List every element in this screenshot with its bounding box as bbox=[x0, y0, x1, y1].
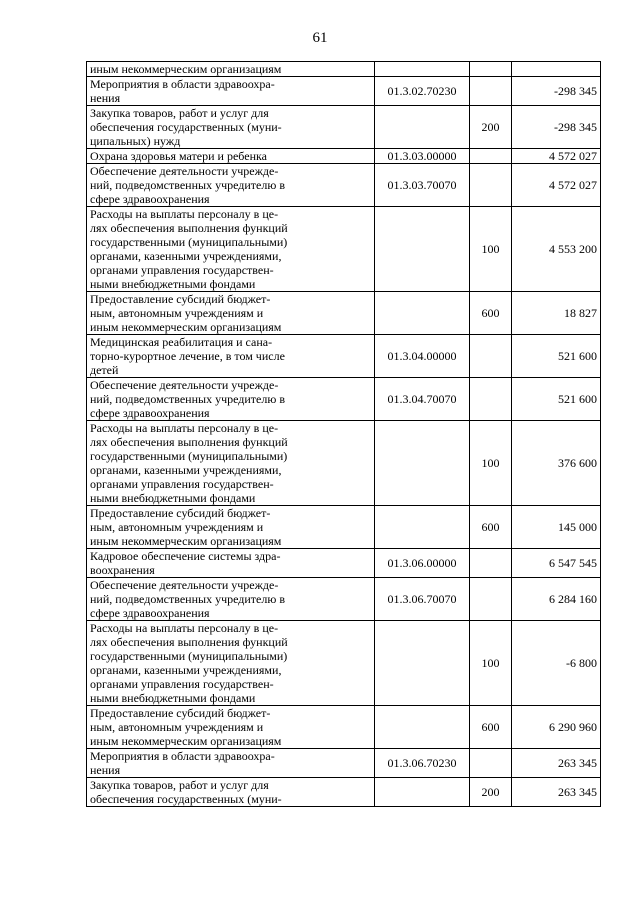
amount-cell: 4 572 027 bbox=[512, 164, 601, 207]
expense-name-cell: иным некоммерческим организациям bbox=[87, 62, 375, 77]
expense-name-cell: Расходы на выплаты персоналу в це- лях обеспечения выполнения функций государственными (муниципальными) органами, казенными учреждениями, органами управления государствен- ными внебюджетными фондами bbox=[87, 621, 375, 706]
expense-type-cell bbox=[470, 77, 512, 106]
table-row bbox=[87, 378, 601, 421]
table-row bbox=[87, 335, 601, 378]
target-code-cell bbox=[375, 106, 470, 149]
amount-cell: 376 600 bbox=[512, 421, 601, 506]
expense-type-cell: 600 bbox=[470, 506, 512, 549]
target-code-cell: 01.3.04.70070 bbox=[375, 378, 470, 421]
expense-name-cell: Расходы на выплаты персоналу в це- лях обеспечения выполнения функций государственными (муниципальными) органами, казенными учреждениями, органами управления государствен- ными внебюджетными фондами bbox=[87, 207, 375, 292]
table-row bbox=[87, 706, 601, 749]
target-code-cell bbox=[375, 292, 470, 335]
table-row bbox=[87, 106, 601, 149]
target-code-cell bbox=[375, 421, 470, 506]
budget-table bbox=[86, 61, 601, 807]
table-row bbox=[87, 549, 601, 578]
target-code-cell bbox=[375, 207, 470, 292]
amount-cell: 521 600 bbox=[512, 378, 601, 421]
amount-cell: 4 572 027 bbox=[512, 149, 601, 164]
target-code-cell: 01.3.03.70070 bbox=[375, 164, 470, 207]
target-code-cell: 01.3.06.00000 bbox=[375, 549, 470, 578]
expense-name-cell: Предоставление субсидий бюджет- ным, автономным учреждениям и иным некоммерческим организациям bbox=[87, 506, 375, 549]
amount-cell: -6 800 bbox=[512, 621, 601, 706]
expense-name-cell: Мероприятия в области здравоохра- нения bbox=[87, 749, 375, 778]
expense-type-cell bbox=[470, 335, 512, 378]
expense-name-cell: Предоставление субсидий бюджет- ным, автономным учреждениям и иным некоммерческим организациям bbox=[87, 706, 375, 749]
expense-type-cell: 600 bbox=[470, 292, 512, 335]
expense-type-cell bbox=[470, 749, 512, 778]
target-code-cell bbox=[375, 706, 470, 749]
table-row bbox=[87, 506, 601, 549]
table-row bbox=[87, 292, 601, 335]
table-row bbox=[87, 77, 601, 106]
expense-name-cell: Обеспечение деятельности учрежде- ний, подведомственных учредителю в сфере здравоохранения bbox=[87, 164, 375, 207]
amount-cell: 263 345 bbox=[512, 749, 601, 778]
table-row bbox=[87, 62, 601, 77]
target-code-cell: 01.3.06.70070 bbox=[375, 578, 470, 621]
target-code-cell bbox=[375, 506, 470, 549]
amount-cell: 6 284 160 bbox=[512, 578, 601, 621]
target-code-cell bbox=[375, 621, 470, 706]
table-row bbox=[87, 578, 601, 621]
expense-type-cell: 100 bbox=[470, 207, 512, 292]
amount-cell: 145 000 bbox=[512, 506, 601, 549]
expense-name-cell: Мероприятия в области здравоохра- нения bbox=[87, 77, 375, 106]
table-row bbox=[87, 621, 601, 706]
expense-type-cell bbox=[470, 578, 512, 621]
expense-name-cell: Расходы на выплаты персоналу в це- лях обеспечения выполнения функций государственными (муниципальными) органами, казенными учреждениями, органами управления государствен- ными внебюджетными фондами bbox=[87, 421, 375, 506]
expense-name-cell: Охрана здоровья матери и ребенка bbox=[87, 149, 375, 164]
target-code-cell: 01.3.03.00000 bbox=[375, 149, 470, 164]
expense-type-cell: 200 bbox=[470, 778, 512, 807]
target-code-cell: 01.3.04.00000 bbox=[375, 335, 470, 378]
amount-cell: 263 345 bbox=[512, 778, 601, 807]
target-code-cell: 01.3.06.70230 bbox=[375, 749, 470, 778]
page-number: 61 bbox=[312, 30, 328, 46]
expense-type-cell: 100 bbox=[470, 421, 512, 506]
expense-type-cell: 100 bbox=[470, 621, 512, 706]
table-row bbox=[87, 421, 601, 506]
target-code-cell bbox=[375, 62, 470, 77]
amount-cell bbox=[512, 62, 601, 77]
table-row bbox=[87, 207, 601, 292]
expense-type-cell bbox=[470, 62, 512, 77]
table-row bbox=[87, 149, 601, 164]
expense-type-cell bbox=[470, 164, 512, 207]
expense-name-cell: Кадровое обеспечение системы здра- воохранения bbox=[87, 549, 375, 578]
expense-name-cell: Обеспечение деятельности учрежде- ний, подведомственных учредителю в сфере здравоохранения bbox=[87, 378, 375, 421]
amount-cell: 6 547 545 bbox=[512, 549, 601, 578]
expense-name-cell: Предоставление субсидий бюджет- ным, автономным учреждениям и иным некоммерческим организациям bbox=[87, 292, 375, 335]
amount-cell: 4 553 200 bbox=[512, 207, 601, 292]
expense-name-cell: Закупка товаров, работ и услуг для обеспечения государственных (муни- bbox=[87, 778, 375, 807]
expense-name-cell: Обеспечение деятельности учрежде- ний, подведомственных учредителю в сфере здравоохранения bbox=[87, 578, 375, 621]
table-row bbox=[87, 164, 601, 207]
table-row bbox=[87, 749, 601, 778]
table-row bbox=[87, 778, 601, 807]
expense-name-cell: Закупка товаров, работ и услуг для обеспечения государственных (муни- ципальных) нужд bbox=[87, 106, 375, 149]
expense-type-cell bbox=[470, 149, 512, 164]
amount-cell: -298 345 bbox=[512, 106, 601, 149]
expense-name-cell: Медицинская реабилитация и сана- торно-курортное лечение, в том числе детей bbox=[87, 335, 375, 378]
amount-cell: 18 827 bbox=[512, 292, 601, 335]
expense-type-cell: 200 bbox=[470, 106, 512, 149]
amount-cell: -298 345 bbox=[512, 77, 601, 106]
expense-type-cell bbox=[470, 378, 512, 421]
amount-cell: 6 290 960 bbox=[512, 706, 601, 749]
budget-table-body bbox=[87, 62, 601, 807]
target-code-cell: 01.3.02.70230 bbox=[375, 77, 470, 106]
expense-type-cell bbox=[470, 549, 512, 578]
expense-type-cell: 600 bbox=[470, 706, 512, 749]
amount-cell: 521 600 bbox=[512, 335, 601, 378]
target-code-cell bbox=[375, 778, 470, 807]
